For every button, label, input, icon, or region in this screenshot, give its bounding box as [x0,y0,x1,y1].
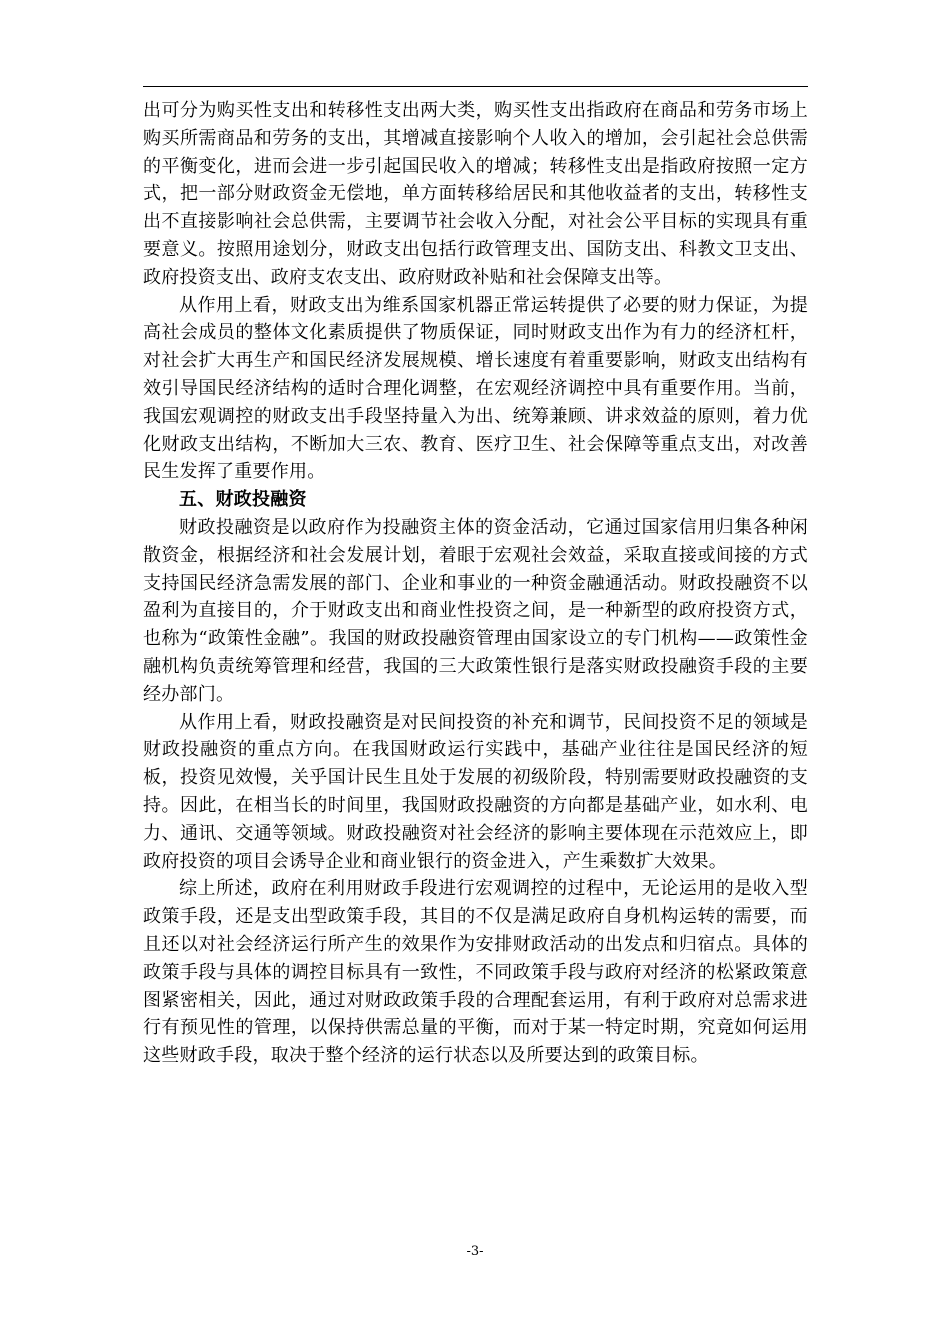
paragraph: 从作用上看，财政支出为维系国家机器正常运转提供了必要的财力保证，为提高社会成员的整体文化素质提供了物质保证，同时财政支出作为有力的经济杠杆，对社会扩大再生产和国民经济发展规模、增长速度有着重要影响，财政支出结构有效引导国民经济结构的适时合理化调整，在宏观经济调控中具有重要作用。当前，我国宏观调控的财政支出手段坚持量入为出、统筹兼顾、讲求效益的原则，着力优化财政支出结构，不断加大三农、教育、医疗卫生、社会保障等重点支出，对改善民生发挥了重要作用。 [143,294,808,483]
paragraph: 从作用上看，财政投融资是对民间投资的补充和调节，民间投资不足的领域是财政投融资的重点方向。在我国财政运行实践中，基础产业往往是国民经济的短板，投资见效慢，关乎国计民生且处于发展的初级阶段，特别需要财政投融资的支持。因此，在相当长的时间里，我国财政投融资的方向都是基础产业，如水利、电力、通讯、交通等领域。财政投融资对社会经济的影响主要体现在示范效应上，即政府投资的项目会诱导企业和商业银行的资金进入，产生乘数扩大效果。 [143,711,808,872]
page-number: -3- [466,1244,484,1259]
section-heading: 五、财政投融资 [179,489,307,511]
paragraph: 财政投融资是以政府作为投融资主体的资金活动，它通过国家信用归集各种闲散资金，根据经济和社会发展计划，着眼于宏观社会效益，采取直接或间接的方式支持国民经济急需发展的部门、企业和事业的一种资金融通活动。财政投融资不以盈利为直接目的，介于财政支出和商业性投资之间，是一种新型的政府投资方式，也称为“政策性金融”。我国的财政投融资管理由国家设立的专门机构——政策性金融机构负责统筹管理和经营，我国的三大政策性银行是落实财政投融资手段的主要经办部门。 [143,516,808,705]
paragraph: 综上所述，政府在利用财政手段进行宏观调控的过程中，无论运用的是收入型政策手段，还是支出型政策手段，其目的不仅是满足政府自身机构运转的需要，而且还以对社会经济运行所产生的效果作为安排财政活动的出发点和归宿点。具体的政策手段与具体的调控目标具有一致性，不同政策手段与政府对经济的松紧政策意图紧密相关，因此，通过对财政政策手段的合理配套运用，有利于政府对总需求进行有预见性的管理，以保持供需总量的平衡，而对于某一特定时期，究竟如何运用这些财政手段，取决于整个经济的运行状态以及所要达到的政策目标。 [143,878,808,1067]
document-body [143,97,808,1070]
header-rule [143,86,808,87]
paragraph-continued: 出可分为购买性支出和转移性支出两大类，购买性支出指政府在商品和劳务市场上购买所需商品和劳务的支出，其增减直接影响个人收入的增加，会引起社会总供需的平衡变化，进而会进一步引起国民收入的增减；转移性支出是指政府按照一定方式，把一部分财政资金无偿地，单方面转移给居民和其他收益者的支出，转移性支出不直接影响社会总供需，主要调节社会收入分配，对社会公平目标的实现具有重要意义。按照用途划分，财政支出包括行政管理支出、国防支出、科教文卫支出、政府投资支出、政府支农支出、政府财政补贴和社会保障支出等。 [143,100,808,288]
